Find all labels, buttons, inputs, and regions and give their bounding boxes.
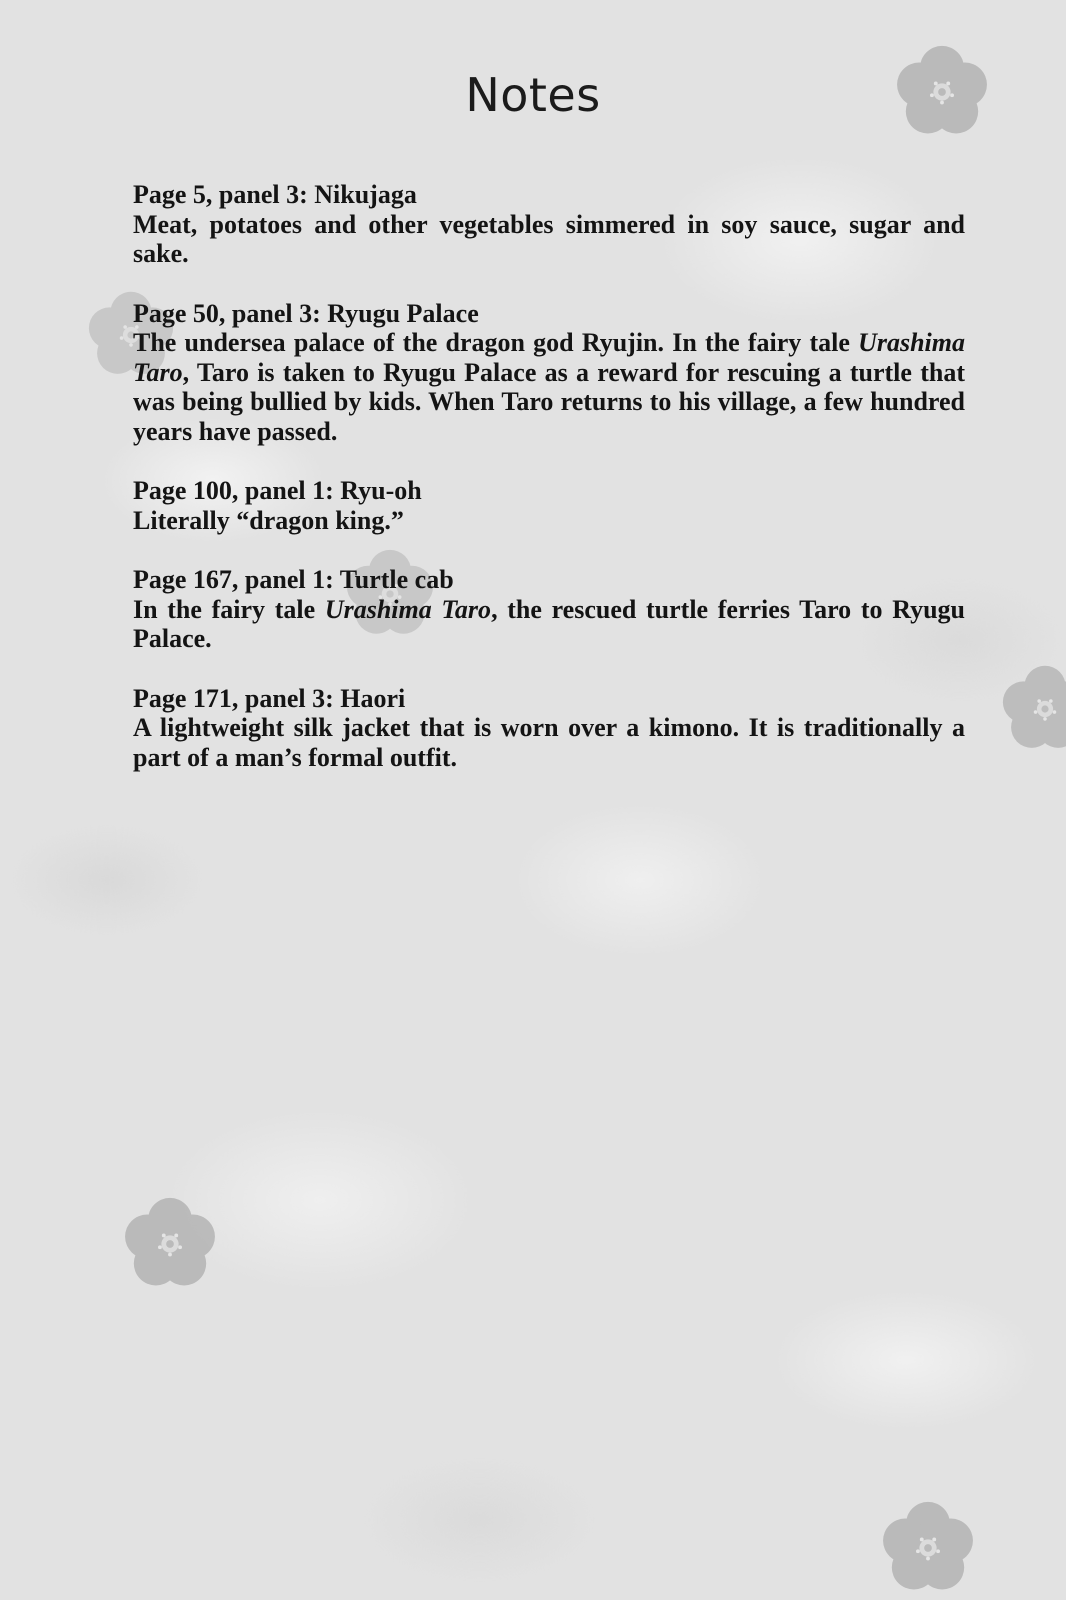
note-heading: Page 171, panel 3: Haori (133, 683, 406, 713)
note-body (133, 713, 965, 772)
note-body (133, 506, 965, 536)
note-body-text: , the rescued turtle ferries Taro to Ryugu Palace. (133, 594, 965, 653)
note-body (133, 595, 965, 654)
note-body (133, 328, 965, 446)
note-item (133, 299, 965, 447)
note-body (133, 210, 965, 269)
note-item (133, 684, 965, 773)
plum-blossom-icon (1000, 664, 1066, 754)
page-title: Notes (465, 68, 601, 122)
note-body-text: A lightweight silk jacket that is worn over a kimono. It is traditionally a part of a man’s formal outfit. (133, 713, 965, 772)
note-body-text: , Taro is taken to Ryugu Palace as a reward for rescuing a turtle that was being bullied by kids. When Taro returns to his village, a few hundred years have passed. (133, 357, 965, 446)
note-item (133, 180, 965, 269)
book-title: Urashima Taro (133, 328, 965, 387)
note-heading: Page 50, panel 3: Ryugu Palace (133, 298, 479, 328)
plum-blossom-icon (122, 1196, 218, 1292)
note-heading: Page 5, panel 3: Nikujaga (133, 180, 417, 209)
note-item (133, 476, 965, 535)
note-body-text: The undersea palace of the dragon god Ryujin. In the fairy tale (133, 328, 859, 357)
notes-list (133, 180, 965, 802)
note-heading: Page 100, panel 1: Ryu-oh (133, 476, 422, 505)
book-title: Urashima Taro (324, 594, 492, 624)
plum-blossom-icon (880, 1500, 976, 1596)
note-body-text: Meat, potatoes and other vegetables simmered in soy sauce, sugar and sake. (133, 209, 965, 268)
note-body-text: Literally “dragon king.” (133, 505, 404, 535)
note-item (133, 565, 965, 654)
note-heading: Page 167, panel 1: Turtle cab (133, 565, 454, 594)
note-body-text: In the fairy tale (133, 594, 325, 624)
